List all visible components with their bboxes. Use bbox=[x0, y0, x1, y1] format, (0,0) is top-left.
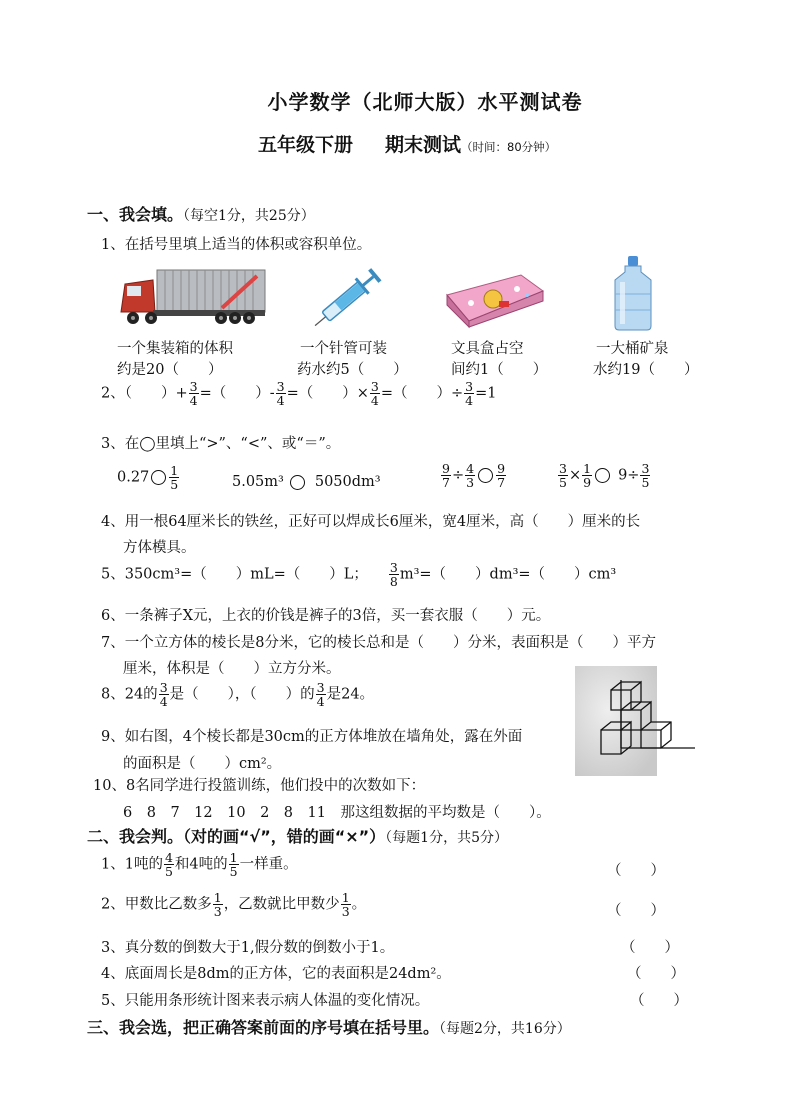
q2-part: =（ ）÷ bbox=[380, 385, 464, 402]
container-truck-image bbox=[117, 268, 267, 326]
compare-circle[interactable] bbox=[478, 468, 493, 483]
section-1-note: （每空1分，共25分） bbox=[183, 208, 315, 224]
numerator: 3 bbox=[189, 379, 198, 394]
caption-line: 文具盒占空 bbox=[451, 341, 524, 357]
test-label: 期末测试 bbox=[385, 134, 462, 156]
numerator: 4 bbox=[164, 850, 173, 865]
q8-part: 是（ ），（ ）的 bbox=[169, 686, 315, 703]
section-3-note: （每题2分，共16分） bbox=[439, 1021, 571, 1037]
compare-circle[interactable] bbox=[290, 475, 305, 490]
denominator: 3 bbox=[213, 904, 222, 919]
question-10-line2: 6 8 7 12 10 2 8 11 那这组数据的平均数是（ ）。 bbox=[123, 805, 551, 821]
syringe-image bbox=[305, 266, 391, 330]
judge-2-answer[interactable]: （ ） bbox=[607, 903, 665, 919]
j2-part: 。 bbox=[351, 896, 367, 913]
fraction bbox=[370, 380, 380, 407]
denominator: 5 bbox=[229, 864, 238, 879]
compare-2 bbox=[232, 474, 381, 490]
caption-water-bottle bbox=[593, 337, 698, 379]
q8-part: 是24。 bbox=[326, 686, 375, 703]
fraction bbox=[189, 380, 199, 407]
question-9-line1: 9、如右图，4个棱长都是30cm的正方体堆放在墙角处，露在外面 bbox=[101, 729, 523, 745]
question-8 bbox=[101, 681, 374, 708]
cubes-figure bbox=[575, 666, 697, 776]
caption-line: 一个集装箱的体积 bbox=[117, 341, 233, 357]
caption-container bbox=[117, 337, 233, 379]
denominator: 4 bbox=[276, 393, 285, 408]
question-4-line2: 方体模具。 bbox=[123, 540, 196, 556]
compare-value: 9÷ bbox=[618, 467, 640, 484]
compare-value: 5.05m³ bbox=[232, 474, 284, 490]
question-1: 1、在括号里填上适当的体积或容积单位。 bbox=[101, 237, 372, 253]
fraction bbox=[341, 891, 351, 918]
compare-4: $\frac{3}{5}$ × $\frac{1}{9}$ 9÷ $\frac{3}{5}$ bbox=[559, 461, 650, 490]
numerator: 3 bbox=[316, 680, 325, 695]
q8-part: 8、24的 bbox=[101, 686, 158, 703]
caption-line: 药水约5（ ） bbox=[297, 362, 408, 378]
numerator: 1 bbox=[213, 890, 222, 905]
page-subtitle bbox=[258, 130, 556, 157]
question-10-line1: 10、8名同学进行投篮训练，他们投中的次数如下： bbox=[93, 778, 426, 794]
caption-pencil-case bbox=[451, 337, 547, 379]
judge-1-answer[interactable]: （ ） bbox=[607, 863, 665, 879]
compare-value: 5050dm³ bbox=[314, 474, 381, 490]
q2-part: =（ ）- bbox=[199, 385, 275, 402]
time-label: （时间：80分钟） bbox=[461, 140, 557, 154]
question-6: 6、一条裤子X元，上衣的价钱是裤子的3倍，买一套衣服（ ）元。 bbox=[101, 608, 551, 624]
question-5 bbox=[101, 561, 616, 588]
compare-3: $\frac{9}{7}$ ÷ $\frac{4}{3}$ $\frac{9}{7}$ bbox=[442, 461, 506, 490]
denominator: 4 bbox=[465, 393, 474, 408]
compare-circle[interactable] bbox=[595, 468, 610, 483]
fraction bbox=[213, 891, 223, 918]
j1-part: 和4吨的 bbox=[174, 856, 228, 873]
denominator: 5 bbox=[164, 864, 173, 879]
caption-syringe bbox=[297, 337, 408, 379]
j1-part: 一样重。 bbox=[239, 856, 298, 873]
q2-part: 2、（ ）+ bbox=[101, 385, 188, 402]
denominator: 4 bbox=[159, 694, 168, 709]
fraction bbox=[229, 851, 239, 878]
question-3: 3、在◯里填上“>”、“<”、或“＝”。 bbox=[101, 436, 341, 452]
fraction bbox=[389, 561, 399, 588]
caption-line: 水约19（ ） bbox=[593, 362, 699, 378]
question-7-line2: 厘米，体积是（ ）立方分米。 bbox=[123, 661, 341, 677]
judge-3-answer[interactable]: （ ） bbox=[621, 940, 679, 956]
question-2 bbox=[101, 380, 497, 407]
compare-value: 0.27 bbox=[117, 469, 150, 486]
numerator: 1 bbox=[229, 850, 238, 865]
judge-1 bbox=[101, 851, 298, 878]
q2-part: =（ ）× bbox=[286, 385, 369, 402]
judge-5-answer[interactable]: （ ） bbox=[630, 993, 688, 1009]
compare-1: 0.27 $\frac{1}{5}$ bbox=[117, 463, 179, 492]
denominator: 4 bbox=[189, 393, 198, 408]
section-2-note: （每题1分，共5分） bbox=[385, 830, 508, 846]
j1-part: 1、1吨的 bbox=[101, 856, 163, 873]
caption-line: 间约1（ ） bbox=[451, 362, 548, 378]
judge-4-answer[interactable]: （ ） bbox=[627, 966, 685, 982]
fraction bbox=[159, 681, 169, 708]
fraction bbox=[316, 681, 326, 708]
numerator: 3 bbox=[370, 379, 379, 394]
fraction bbox=[464, 380, 474, 407]
caption-line: 一大桶矿泉 bbox=[596, 341, 669, 357]
denominator: 8 bbox=[389, 574, 398, 589]
denominator: 4 bbox=[316, 694, 325, 709]
section-1-heading bbox=[87, 202, 315, 225]
j2-part: 2、甲数比乙数多 bbox=[101, 896, 212, 913]
fraction bbox=[276, 380, 286, 407]
pencil-case-image bbox=[443, 271, 547, 329]
j2-part: ，乙数就比甲数少 bbox=[223, 896, 340, 913]
numerator: 3 bbox=[465, 379, 474, 394]
section-2-title: 二、我会判。（对的画“√”，错的画“×”） bbox=[87, 827, 386, 846]
judge-2 bbox=[101, 891, 366, 918]
page-title: 小学数学（北师大版）水平测试卷 bbox=[267, 90, 583, 114]
numerator: 3 bbox=[276, 379, 285, 394]
question-7-line1: 7、一个立方体的棱长是8分米，它的棱长总和是（ ）分米，表面积是（ ）平方 bbox=[101, 635, 656, 651]
denominator: 4 bbox=[370, 393, 379, 408]
section-1-title: 一、我会填。 bbox=[87, 205, 184, 224]
denominator: 3 bbox=[341, 904, 350, 919]
section-3-title: 三、我会选，把正确答案前面的序号填在括号里。 bbox=[87, 1018, 440, 1037]
caption-line: 一个针管可装 bbox=[300, 341, 387, 357]
section-3-heading bbox=[87, 1015, 571, 1038]
q5-part: m³=（ ）dm³=（ ）cm³ bbox=[399, 566, 617, 583]
numerator: 3 bbox=[159, 680, 168, 695]
caption-line: 约是20（ ） bbox=[117, 362, 223, 378]
question-9-line2: 的面积是（ ）cm²。 bbox=[123, 756, 282, 772]
compare-circle[interactable] bbox=[151, 470, 166, 485]
water-bottle-image bbox=[611, 256, 655, 332]
question-4-line1: 4、用一根64厘米长的铁丝，正好可以焊成长6厘米，宽4厘米，高（ ）厘米的长 bbox=[101, 514, 641, 530]
judge-3: 3、真分数的倒数大于1,假分数的倒数小于1。 bbox=[101, 940, 395, 956]
numerator: 3 bbox=[389, 560, 398, 575]
q5-part: 5、350cm³=（ ）mL=（ ）L； bbox=[101, 566, 368, 583]
section-2-heading bbox=[87, 824, 508, 847]
judge-4: 4、底面周长是8dm的正方体，它的表面积是24dm²。 bbox=[101, 966, 451, 982]
numerator: 1 bbox=[341, 890, 350, 905]
fraction bbox=[164, 851, 174, 878]
judge-5: 5、只能用条形统计图来表示病人体温的变化情况。 bbox=[101, 993, 430, 1009]
q2-part: =1 bbox=[475, 385, 497, 402]
grade-label: 五年级下册 bbox=[258, 134, 354, 156]
